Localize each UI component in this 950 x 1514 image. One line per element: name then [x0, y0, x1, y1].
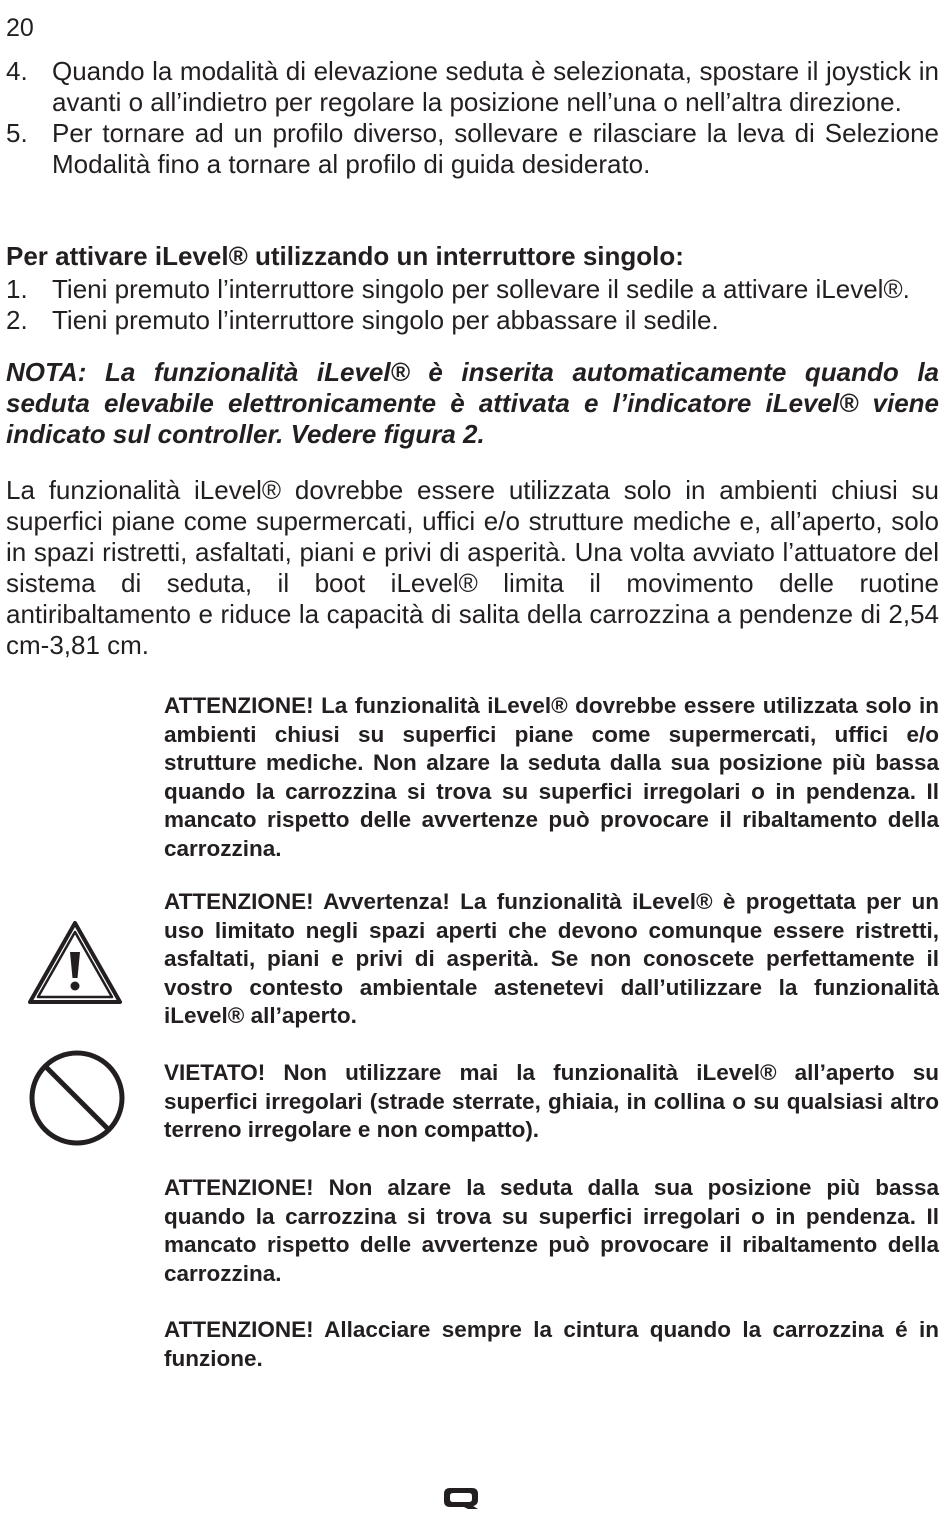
brand-logo-icon	[442, 1486, 480, 1510]
list-item-number: 5.	[6, 118, 28, 148]
warning-paragraph: ATTENZIONE! La funzionalità iLevel® dovrebbe essere utilizzata solo in ambienti chiusi su superfici piane come supermercati, uffici e/o strutture mediche. Non alzare la seduta dalla sua posizione più bassa quando la carrozzina si trova su superfici irregolari o in pendenza. Il mancato rispetto delle avvertenze può provocare il ribaltamento della carrozzina.	[164, 693, 939, 861]
warning-paragraph: ATTENZIONE! Avvertenza! La funzionalità iLevel® è progettata per un uso limitato negli spazi aperti che devono comunque essere ristretti, asfaltati, piani e privi di asperità. Se non conoscete perfettamente il vostro contesto ambientale astenetevi dall’utilizzare la funzionalità iLevel® all’aperto.	[164, 889, 939, 1028]
list-item	[6, 56, 939, 118]
list-item-number: 2.	[6, 305, 28, 335]
list-item-text: Quando la modalità di elevazione seduta è selezionata, spostare il joystick in avanti o all’indietro per regolare la posizione nell’una o nell’altra direzione.	[52, 56, 939, 117]
list-item-number: 4.	[6, 56, 28, 86]
warning-paragraph: ATTENZIONE! Non alzare la seduta dalla sua posizione più bassa quando la carrozzina si trova su superfici irregolari o in pendenza. Il mancato rispetto delle avvertenze può provocare il ribaltamento della carrozzina.	[164, 1175, 939, 1286]
body-paragraph: La funzionalità iLevel® dovrebbe essere utilizzata solo in ambienti chiusi su superfici piane come supermercati, uffici e/o strutture mediche e, all’aperto, solo in spazi ristretti, asfaltati, piani e privi di asperità. Una volta avviato l’attuatore del sistema di seduta, il boot iLevel® limita il movimento delle ruotine antiribaltamento e riduce la capacità di salita della carrozzina a pendenze di 2,54 cm-3,81 cm.	[6, 475, 939, 660]
warning-triangle-icon	[27, 920, 123, 1006]
section-heading: Per attivare iLevel® utilizzando un interruttore singolo:	[6, 241, 684, 271]
ilevel-steps-list	[6, 274, 939, 336]
note-paragraph: NOTA: La funzionalità iLevel® è inserita automaticamente quando la seduta elevabile elettronicamente è attivata e l’indicatore iLevel® viene indicato sul controller. Vedere figura 2.	[6, 357, 939, 449]
warning-paragraph: ATTENZIONE! Allacciare sempre la cintura quando la carrozzina é in funzione.	[164, 1317, 939, 1371]
list-item	[6, 274, 939, 305]
list-item-text: Tieni premuto l’interruttore singolo per sollevare il sedile a attivare iLevel®.	[52, 274, 910, 304]
steps-list	[6, 56, 939, 180]
list-item-text: Per tornare ad un profilo diverso, sollevare e rilasciare la leva di Selezione Modalità fino a tornare al profilo di guida desiderato.	[52, 118, 939, 179]
list-item-number: 1.	[6, 274, 28, 304]
prohibited-paragraph: VIETATO! Non utilizzare mai la funzionalità iLevel® all’aperto su superfici irregolari (strade sterrate, ghiaia, in collina o su qualsiasi altro terreno irregolare e non compatto).	[164, 1060, 939, 1142]
list-item	[6, 118, 939, 180]
list-item	[6, 305, 939, 336]
page-number: 20	[6, 14, 34, 42]
prohibited-circle-icon	[27, 1048, 127, 1148]
list-item-text: Tieni premuto l’interruttore singolo per abbassare il sedile.	[52, 305, 719, 335]
